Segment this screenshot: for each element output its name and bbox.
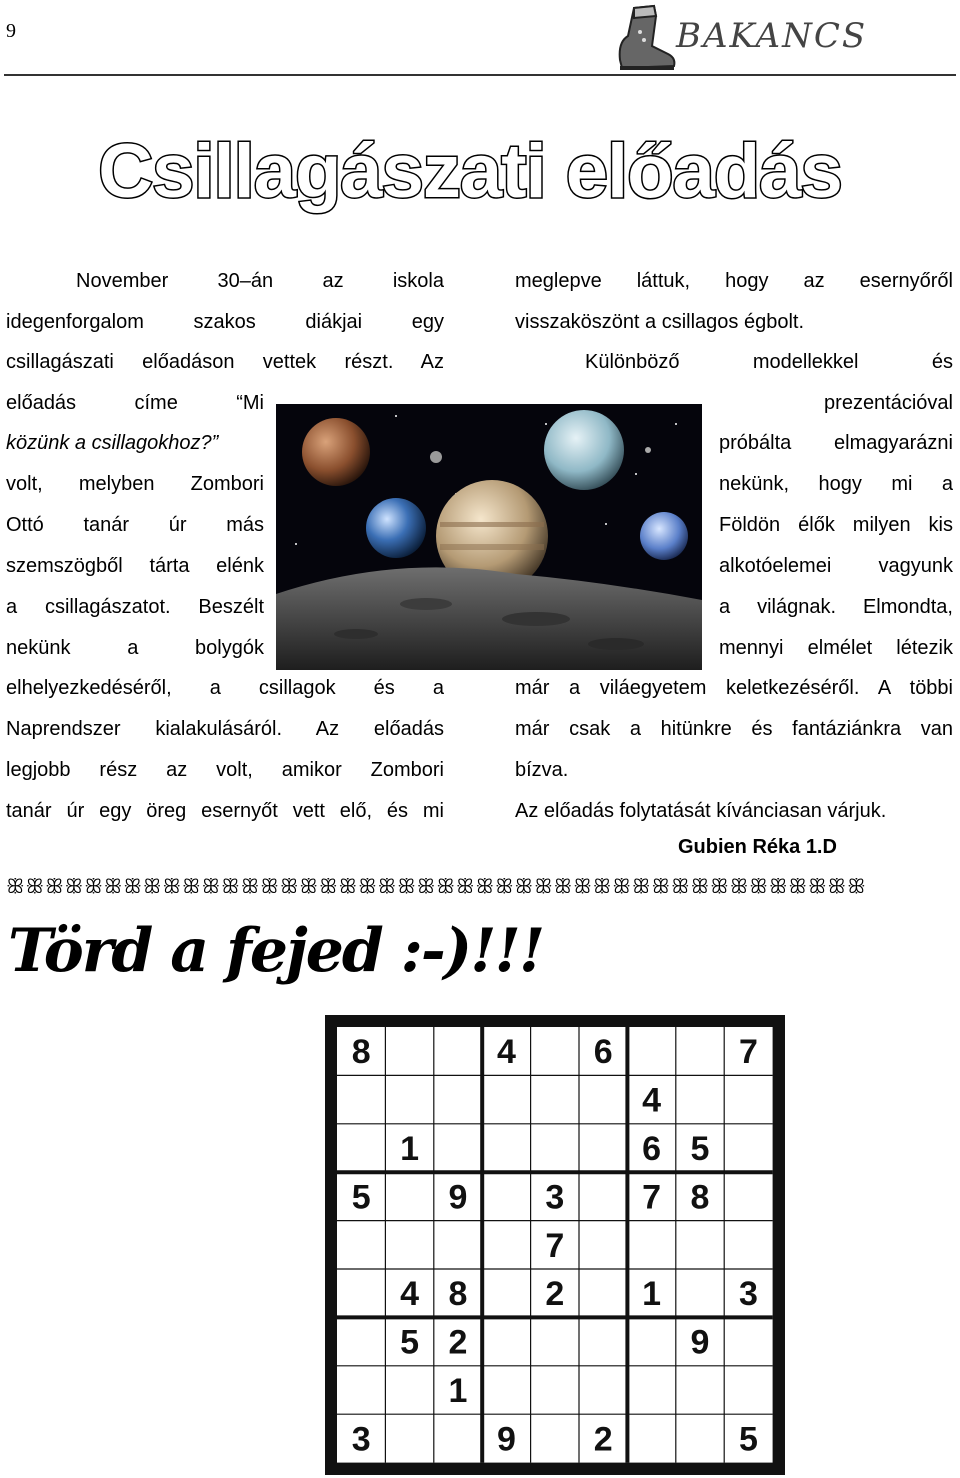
sudoku-cell-digit: 1 <box>448 1372 468 1410</box>
right-line: próbálta elmagyarázni <box>719 432 953 454</box>
page-number: 9 <box>6 20 16 42</box>
sudoku-cell-digit: 5 <box>738 1420 758 1459</box>
left-line: közünk a csillagokhoz?” <box>6 432 219 454</box>
sudoku-cell-digit: 7 <box>642 1178 662 1217</box>
right-line: már csak a hitünkre és fantáziánkra van <box>515 718 953 740</box>
sudoku-cell-digit: 5 <box>400 1323 420 1362</box>
author-signature: Gubien Réka 1.D <box>678 836 837 858</box>
left-line: idegenforgalom szakos diákjai egy <box>6 311 444 333</box>
right-line: már a viláegyetem keletkezéséről. A többi <box>515 677 953 699</box>
right-line: mennyi elmélet létezik <box>719 637 953 659</box>
left-line: előadás címe “Mi <box>6 392 264 414</box>
sudoku-cell-digit: 9 <box>690 1323 710 1362</box>
sudoku-cell-digit: 9 <box>496 1420 516 1459</box>
sudoku-cell-digit: 2 <box>593 1420 613 1459</box>
sudoku-cell-digit: 3 <box>351 1420 371 1459</box>
article-title: Csillagászati előadás <box>98 129 842 214</box>
puzzle-title: Törd a fejed :-)!!! <box>8 916 544 986</box>
right-line: prezentációval <box>824 392 953 414</box>
right-line: a világnak. Elmondta, <box>719 596 953 618</box>
sudoku-cell-digit: 5 <box>690 1130 710 1168</box>
sudoku-cell-digit: 9 <box>448 1178 468 1217</box>
right-line: visszaköszönt a csillagos égbolt. <box>515 311 805 333</box>
sudoku-cell-digit: 4 <box>642 1081 662 1120</box>
right-line: meglepve láttuk, hogy az esernyőről <box>515 270 953 292</box>
right-line: Földön élők milyen kis <box>719 514 953 536</box>
logo-text: BAKANCS <box>676 16 868 56</box>
left-line: volt, melyben Zombori <box>6 473 264 495</box>
sudoku-cell-digit: 8 <box>690 1178 710 1217</box>
sudoku-cell-digit: 8 <box>351 1033 371 1072</box>
sudoku-cell-digit: 6 <box>642 1130 662 1168</box>
right-line: alkotóelemei vagyunk <box>719 555 953 577</box>
magazine-logo <box>604 2 904 74</box>
sudoku-cell-digit: 1 <box>400 1130 420 1168</box>
right-line: Különböző modellekkel és <box>585 351 953 373</box>
left-line: Naprendszer kialakulásáról. Az előadás <box>6 718 444 740</box>
left-line: szemszögből tárta elénk <box>6 555 264 577</box>
sudoku-cell-digit: 2 <box>545 1275 565 1314</box>
left-line: tanár úr egy öreg esernyőt vett elő, és mi <box>6 800 444 822</box>
right-line: nekünk, hogy mi a <box>719 473 953 495</box>
left-line: legjobb rész az volt, amikor Zombori <box>6 759 444 781</box>
sudoku-cell-digit: 3 <box>738 1275 758 1314</box>
sudoku-grid <box>325 1015 785 1475</box>
ornamental-divider: ꕥꕥꕥꕥꕥꕥꕥꕥꕥꕥꕥꕥꕥꕥꕥꕥꕥꕥꕥꕥꕥꕥꕥꕥꕥꕥꕥꕥꕥꕥꕥꕥꕥꕥꕥꕥꕥꕥꕥꕥꕥꕥꕥꕥ <box>6 874 867 898</box>
sudoku-cell-digit: 4 <box>496 1033 516 1072</box>
left-line: Ottó tanár úr más <box>6 514 264 536</box>
sudoku-cell-digit: 3 <box>545 1178 565 1217</box>
sudoku-cell-digit: 8 <box>448 1275 468 1314</box>
left-line: a csillagászatot. Beszélt <box>6 596 264 618</box>
header-rule <box>4 74 956 76</box>
left-line: nekünk a bolygók <box>6 637 264 659</box>
sudoku-cell-digit: 7 <box>545 1226 565 1265</box>
sudoku-cell-digit: 7 <box>738 1033 758 1072</box>
sudoku-cell-digit: 1 <box>642 1275 662 1314</box>
boot-icon <box>604 2 678 74</box>
right-line: bízva. <box>515 759 569 781</box>
solar-system-image <box>276 404 702 670</box>
sudoku-cell-digit: 5 <box>351 1178 371 1217</box>
left-line: elhelyezkedéséről, a csillagok és a <box>6 677 444 699</box>
sudoku-cell-digit: 2 <box>448 1323 468 1362</box>
left-line: November 30–án az iskola <box>76 270 444 292</box>
sudoku-cell-digit: 4 <box>400 1275 420 1314</box>
sudoku-cell-digit: 6 <box>593 1033 613 1072</box>
right-line: Az előadás folytatását kívánciasan várjuk. <box>515 800 887 822</box>
left-line: csillagászati előadáson vettek részt. Az <box>6 351 444 373</box>
